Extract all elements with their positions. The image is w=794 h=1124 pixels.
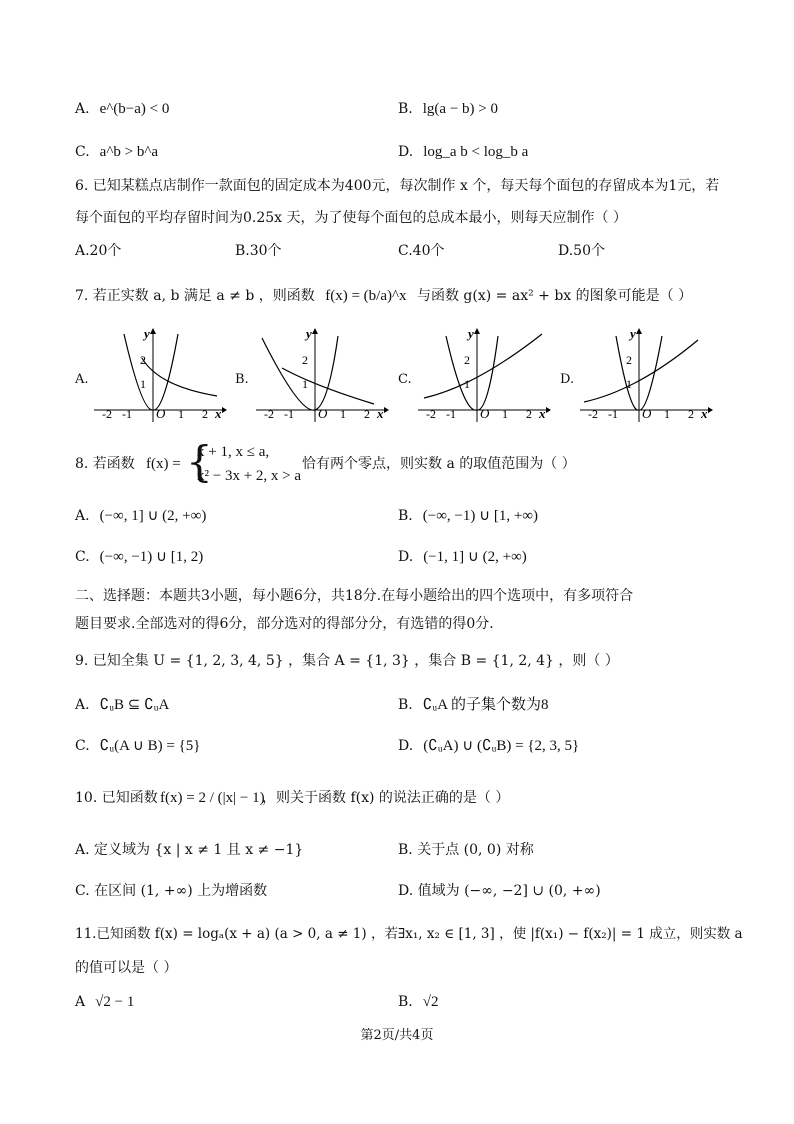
svg-text:1: 1 xyxy=(464,377,470,391)
svg-text:2: 2 xyxy=(202,407,208,421)
svg-text:x: x xyxy=(539,406,546,421)
q6-option-d: D.50个 xyxy=(558,243,605,259)
q10-option-c: C. 在区间 (1, +∞) 上为增函数 xyxy=(75,883,268,899)
q9-option-b: B. ∁ᵤA 的子集个数为8 xyxy=(398,697,549,713)
svg-text:-1: -1 xyxy=(284,407,294,421)
q8-option-a: A. (−∞, 1] ∪ (2, +∞) xyxy=(75,508,207,524)
svg-text:-2: -2 xyxy=(102,407,112,421)
svg-text:2: 2 xyxy=(302,353,308,367)
svg-text:O: O xyxy=(480,406,490,421)
q7-stem-part1: 7. 若正实数 a, b 满足 a ≠ b ，则函数 xyxy=(75,288,315,304)
option-letter: D. xyxy=(398,144,414,160)
svg-text:-2: -2 xyxy=(264,407,274,421)
q6-option-a: A.20个 xyxy=(75,243,122,259)
q7-graph-a xyxy=(92,326,227,424)
q8-stem-part1: 8. 若函数 xyxy=(75,456,135,472)
q7-graph-b-svg xyxy=(254,326,389,424)
option-expr: a^b > b^a xyxy=(99,144,159,160)
section-2-line1: 二、选择题：本题共3小题，每小题6分，共18分.在每小题给出的四个选项中，有多项符合 xyxy=(75,588,634,604)
q5-option-a xyxy=(75,98,169,120)
q7-fx-expr: f(x) = (b/a)^x xyxy=(325,288,407,304)
option-letter: A. xyxy=(75,101,90,117)
option-expr: (∁ᵤA) ∪ (∁ᵤB) = {2, 3, 5} xyxy=(423,738,580,754)
option-expr: (−∞, −1) ∪ [1, 2) xyxy=(99,549,204,565)
svg-text:2: 2 xyxy=(364,407,370,421)
q8-case2: x² − 3x + 2, x > a xyxy=(197,468,302,484)
svg-text:O: O xyxy=(642,406,652,421)
q10-stem-part1: 10. 已知函数 xyxy=(75,790,158,806)
q8-option-b: B. (−∞, −1) ∪ [1, +∞) xyxy=(398,508,538,524)
svg-text:-2: -2 xyxy=(426,407,436,421)
q10-option-d: D. 值域为 (−∞, −2] ∪ (0, +∞) xyxy=(398,883,601,899)
option-expr: log_a b < log_b a xyxy=(423,144,529,160)
axis-x-label: x xyxy=(215,406,222,421)
option-expr: (−1, 1] ∪ (2, +∞) xyxy=(423,549,527,565)
q5-option-c xyxy=(75,141,158,163)
q11-stem-line1: 11.已知函数 f(x) = logₐ(x + a) (a > 0, a ≠ 1) ，若∃x₁, x₂ ∈ [1, 3] ，使 |f(x₁) − f(x₂)| = 1 成立，则实数 a xyxy=(75,926,743,942)
q7-graph-c-svg xyxy=(416,326,551,424)
q7-graph-a-svg xyxy=(92,326,227,424)
svg-text:y: y xyxy=(306,326,312,341)
svg-text:1: 1 xyxy=(340,407,346,421)
q7-graph-b-label: B. xyxy=(235,372,249,387)
q5-option-b xyxy=(398,98,498,120)
q7-graph-a-label: A. xyxy=(75,372,89,387)
q8-fx-label: f(x) = xyxy=(146,456,181,472)
svg-text:x: x xyxy=(701,406,708,421)
q10-option-a: A. 定义域为 {x | x ≠ 1 且 x ≠ −1} xyxy=(75,842,304,858)
svg-text:O: O xyxy=(318,406,328,421)
svg-text:1: 1 xyxy=(664,407,670,421)
q9-option-c: C. ∁ᵤ(A ∪ B) = {5} xyxy=(75,738,201,754)
svg-text:2: 2 xyxy=(526,407,532,421)
svg-text:2: 2 xyxy=(464,353,470,367)
page-footer: 第2页/共4页 xyxy=(360,1028,434,1043)
q8-case1: x + 1, x ≤ a, xyxy=(197,444,270,460)
option-expr: (−∞, 1] ∪ (2, +∞) xyxy=(99,508,207,524)
option-expr: ∁ᵤA 的子集个数为8 xyxy=(422,697,549,713)
svg-text:1: 1 xyxy=(502,407,508,421)
option-expr: √2 xyxy=(422,994,439,1010)
svg-text:2: 2 xyxy=(140,353,146,367)
svg-text:-1: -1 xyxy=(608,407,618,421)
q9-option-a: A. ∁ᵤB ⊆ ∁ᵤA xyxy=(75,697,170,713)
option-letter: C. xyxy=(75,144,90,160)
q7-graph-c-label: C. xyxy=(398,372,412,387)
q6-stem-line2: 每个面包的平均存留时间为0.25x 天，为了使每个面包的总成本最小，则每天应制作（ ） xyxy=(75,210,627,226)
svg-text:1: 1 xyxy=(140,377,146,391)
svg-text:-1: -1 xyxy=(446,407,456,421)
q7-stem xyxy=(75,286,692,306)
option-expr: ∁ᵤ(A ∪ B) = {5} xyxy=(99,738,201,754)
option-letter: B. xyxy=(398,101,413,117)
q8-stem-part2: 恰有两个零点，则实数 a 的取值范围为（ ） xyxy=(302,456,576,472)
q8-brace: { xyxy=(186,437,213,486)
q9-option-d: D. (∁ᵤA) ∪ (∁ᵤB) = {2, 3, 5} xyxy=(398,738,580,754)
svg-text:O: O xyxy=(156,406,166,421)
svg-text:-1: -1 xyxy=(122,407,132,421)
q9-stem: 9. 已知全集 U = {1, 2, 3, 4, 5} ，集合 A = {1, 3} ，集合 B = {1, 2, 4} ，则（ ） xyxy=(75,653,619,669)
q11-option-b: B. √2 xyxy=(398,994,439,1010)
q11-stem-line2: 的值可以是（ ） xyxy=(75,960,178,976)
q10-fx: f(x) = 2 / (|x| − 1) xyxy=(160,790,265,806)
q11-option-a: A √2 − 1 xyxy=(75,994,135,1010)
svg-text:y: y xyxy=(630,326,636,341)
q7-graph-d xyxy=(578,326,713,424)
section-2-line2: 题目要求.全部选对的得6分，部分选对的得部分分，有选错的得0分. xyxy=(75,616,494,632)
q5-option-d xyxy=(398,141,528,163)
q6-option-c: C.40个 xyxy=(398,243,445,259)
q7-stem-part2: 与函数 g(x) = ax² + bx 的图象可能是（ ） xyxy=(416,288,693,304)
svg-text:y: y xyxy=(468,326,474,341)
q8-option-c: C. (−∞, −1) ∪ [1, 2) xyxy=(75,549,204,565)
svg-text:2: 2 xyxy=(688,407,694,421)
option-expr: e^(b−a) < 0 xyxy=(99,101,170,117)
q7-graph-d-label: D. xyxy=(560,372,575,387)
q10-option-b: B. 关于点 (0, 0) 对称 xyxy=(398,842,534,858)
option-expr: (−∞, −1) ∪ [1, +∞) xyxy=(422,508,538,524)
option-expr: √2 − 1 xyxy=(95,994,135,1010)
q8-option-d: D. (−1, 1] ∪ (2, +∞) xyxy=(398,549,527,565)
option-expr: lg(a − b) > 0 xyxy=(422,101,498,117)
svg-text:2: 2 xyxy=(626,353,632,367)
axis-y-label: y xyxy=(144,326,150,341)
svg-text:1: 1 xyxy=(302,377,308,391)
q7-graph-d-svg xyxy=(578,326,713,424)
option-expr: ∁ᵤB ⊆ ∁ᵤA xyxy=(99,697,170,713)
q6-option-b: B.30个 xyxy=(235,243,282,259)
q6-stem-line1: 6. 已知某糕点店制作一款面包的固定成本为400元，每次制作 x 个，每天每个面包的存留成本为1元，若 xyxy=(75,178,720,194)
q10-stem-part2: ，则关于函数 f(x) 的说法正确的是（ ） xyxy=(262,790,510,806)
q7-graph-b xyxy=(254,326,389,424)
svg-text:1: 1 xyxy=(626,377,632,391)
svg-text:1: 1 xyxy=(178,407,184,421)
svg-text:x: x xyxy=(377,406,384,421)
section-2-heading xyxy=(75,582,715,638)
svg-text:-2: -2 xyxy=(588,407,598,421)
q7-graph-c xyxy=(416,326,551,424)
